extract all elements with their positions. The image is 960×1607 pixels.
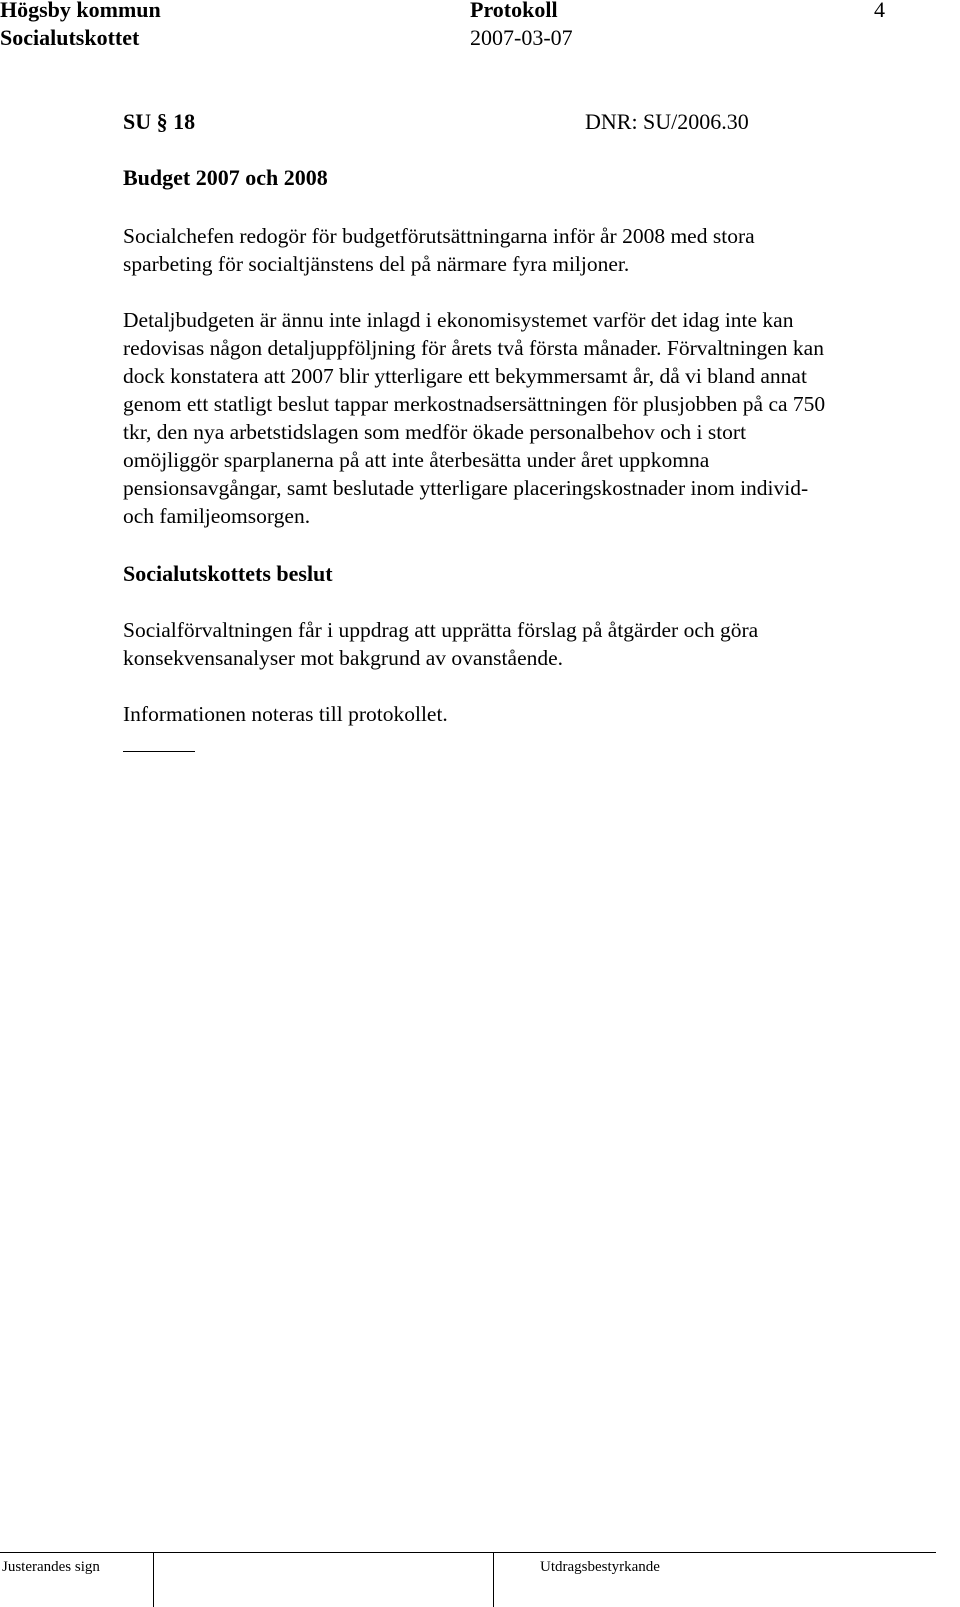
paragraph-line: dock konstatera att 2007 blir ytterligare ett bekymmersamt år, då vi bland annat bbox=[123, 364, 807, 388]
paragraph-line: Socialchefen redogör för budgetförutsättningarna inför år 2008 med stora bbox=[123, 224, 755, 248]
paragraph-line: konsekvensanalyser mot bakgrund av ovanstående. bbox=[123, 646, 564, 670]
section-number: SU § 18 bbox=[123, 109, 196, 134]
decision-note bbox=[123, 700, 923, 728]
paragraph-line: Detaljbudgeten är ännu inte inlagd i ekonomisystemet varför det idag inte kan bbox=[123, 308, 794, 332]
case-dnr: DNR: SU/2006.30 bbox=[585, 109, 749, 134]
paragraph-line: pensionsavgångar, samt beslutade ytterligare placeringskostnader inom individ- bbox=[123, 476, 809, 500]
footer-column-separator bbox=[153, 1552, 154, 1607]
department-name: Socialutskottet bbox=[0, 25, 140, 50]
paragraph-line: sparbeting för socialtjänstens del på närmare fyra miljoner. bbox=[123, 252, 630, 276]
paragraph-line: och familjeomsorgen. bbox=[123, 504, 311, 528]
footer-extract-label: Utdragsbestyrkande bbox=[540, 1559, 660, 1575]
paragraph-line: genom ett statligt beslut tappar merkostnadsersättningen för plusjobben på ca 750 bbox=[123, 392, 826, 416]
footer-divider bbox=[0, 1552, 936, 1553]
decision-text bbox=[123, 616, 923, 672]
decision-heading: Socialutskottets beslut bbox=[123, 561, 333, 586]
footer-column-separator bbox=[493, 1552, 494, 1607]
paragraph-line: Socialförvaltningen får i uppdrag att upprätta förslag på åtgärder och göra bbox=[123, 618, 759, 642]
municipality-name: Högsby kommun bbox=[0, 0, 161, 22]
paragraph-line: omöjliggör sparplanerna på att inte återbesätta under året uppkomna bbox=[123, 448, 710, 472]
paragraph-budget-details bbox=[123, 306, 923, 530]
document-type: Protokoll bbox=[470, 0, 558, 22]
paragraph-line: redovisas någon detaljuppföljning för årets två första månader. Förvaltningen kan bbox=[123, 336, 824, 360]
case-title: Budget 2007 och 2008 bbox=[123, 165, 328, 190]
footer-sign-label: Justerandes sign bbox=[2, 1559, 100, 1575]
end-rule bbox=[123, 751, 195, 752]
page-number: 4 bbox=[874, 0, 885, 22]
paragraph-intro bbox=[123, 222, 923, 278]
document-date: 2007-03-07 bbox=[470, 25, 573, 50]
paragraph-line: Informationen noteras till protokollet. bbox=[123, 702, 448, 726]
paragraph-line: tkr, den nya arbetstidslagen som medför ökade personalbehov och i stort bbox=[123, 420, 747, 444]
